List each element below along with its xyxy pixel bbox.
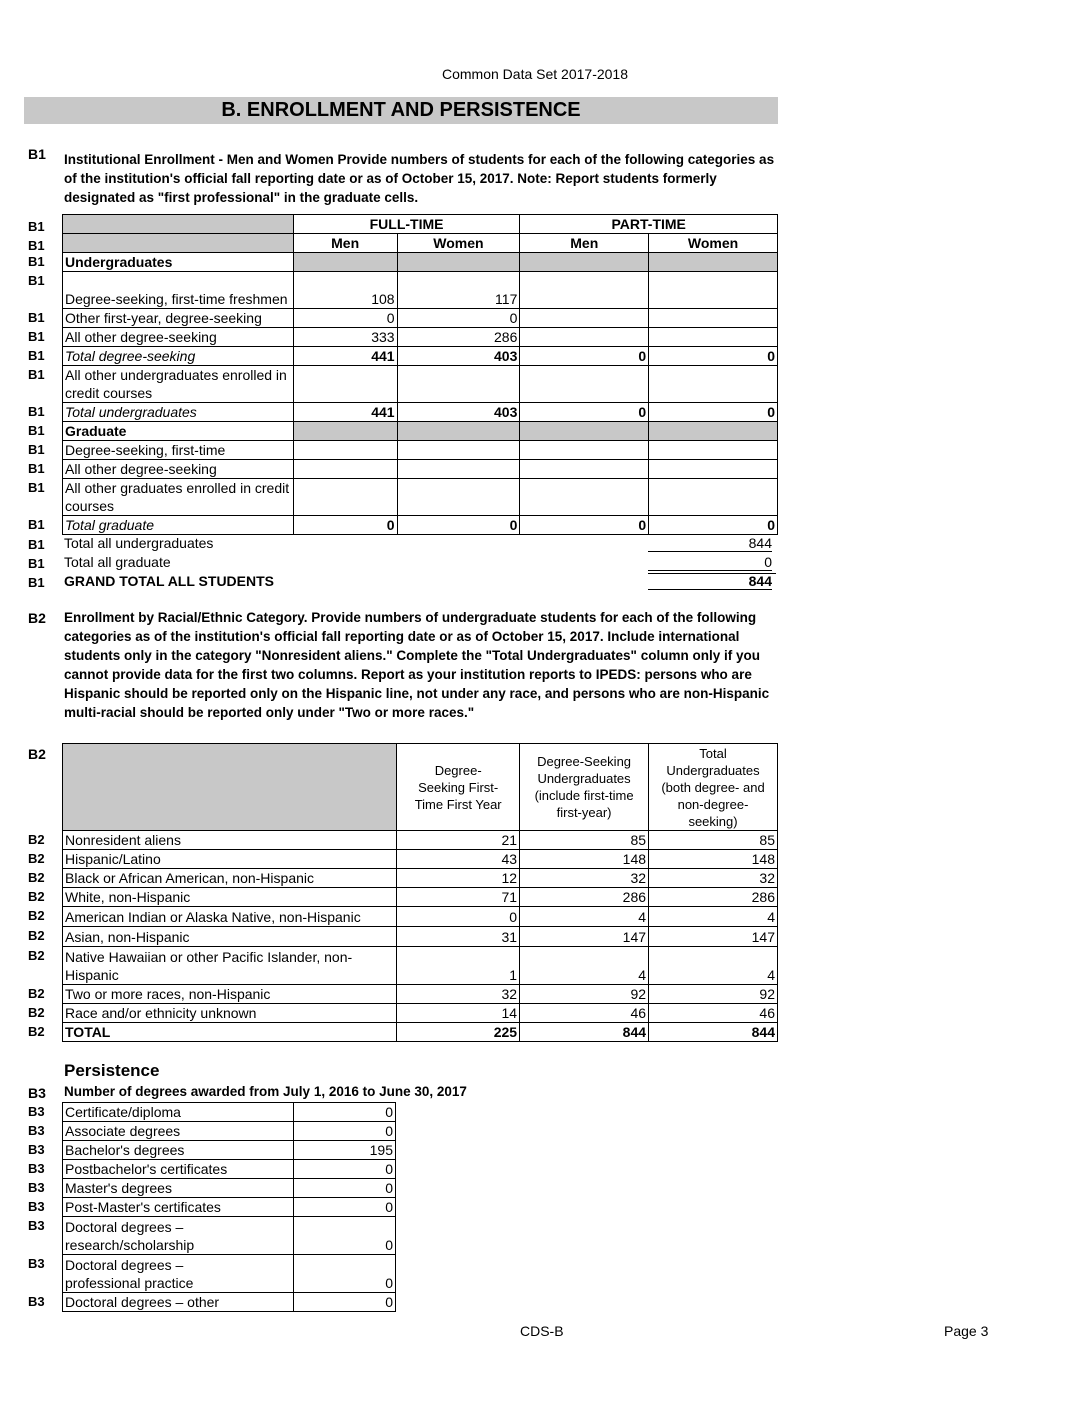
b1-col-pt-women: Women [649,234,778,253]
b1-cell: 0 [520,403,649,422]
b2-row [63,947,778,985]
b1-row [63,253,778,272]
b3-row [63,1255,396,1293]
b2-cell: 844 [649,1023,778,1042]
b1-cell [293,460,397,479]
b3-row-label: Master's degrees [63,1179,294,1198]
b2-cell: 12 [397,869,520,888]
b1-row [63,366,778,403]
b2-row [63,907,778,927]
b1-cell: 441 [293,403,397,422]
b3-row-label: Bachelor's degrees [63,1141,294,1160]
b1-row-label: Other first-year, degree-seeking [63,309,294,328]
b1-cell [520,253,649,272]
row-code: B1 [28,404,45,419]
b2-row [63,927,778,947]
persistence-title: Persistence [64,1061,160,1080]
b2-row-label: TOTAL [63,1023,397,1042]
row-code: B3 [28,1104,45,1119]
b2-row-label: Black or African American, non-Hispanic [63,869,397,888]
b1-cell [293,441,397,460]
b2-row [63,985,778,1004]
b1-cell [649,366,778,403]
b2-cell: 46 [520,1004,649,1023]
b3-row [63,1103,396,1122]
b2-row [63,869,778,888]
b3-row-label: Doctoral degrees – other [63,1293,294,1312]
b2-row [63,1004,778,1023]
row-code: B3 [28,1294,45,1309]
b3-degrees-table [62,1102,396,1312]
row-code: B3 [28,1180,45,1195]
b1-row-label: All other undergraduates enrolled in credit courses [63,366,294,403]
row-code: B1 [28,219,45,234]
row-code: B2 [28,948,45,963]
row-code: B3 [28,1218,45,1233]
b2-cell: 1 [397,947,520,985]
b2-cell: 147 [520,927,649,947]
b1-group-fulltime: FULL-TIME [293,215,520,234]
b1-intro: Institutional Enrollment - Men and Women Provide numbers of students for each of the following categories as of the institution's official fall reporting date or as of October 15, 2017. Note: Report students formerly designated as "first professional" in the graduate cells. [64,152,775,205]
b1-cell [649,272,778,309]
b2-code: B2 [28,610,46,626]
b2-intro: Enrollment by Racial/Ethnic Category. Provide numbers of undergraduate students for each of the following categories as of the institution's official fall reporting date or as of October 15, 2017. Include international students only in the category "Nonresident aliens." Complete the "Total Undergraduates" column only if you cannot provide data for the first two columns. Report as your institution reports to IPEDS: persons who are Hispanic should be reported only on the Hispanic line, not under any race, and persons who are non-Hispanic multi-racial should be reported only under "Two or more races." [64,610,770,720]
b2-cell: 32 [397,985,520,1004]
b1-row [63,422,778,441]
b1-total-value: 844 [648,573,772,590]
b2-cell: 148 [649,850,778,869]
b1-col-ft-men: Men [293,234,397,253]
row-code: B2 [28,908,45,923]
row-code: B1 [28,329,45,344]
b3-cell: 0 [293,1255,395,1293]
b3-cell: 0 [293,1122,395,1141]
b2-cell: 85 [520,831,649,850]
b1-cell: 0 [649,516,778,535]
b3-row-label: Doctoral degrees – professional practice [63,1255,294,1293]
b1-cell [397,422,520,441]
b3-cell: 0 [293,1160,395,1179]
b3-row-label: Post-Master's certificates [63,1198,294,1217]
b1-total-value: 844 [648,535,772,552]
total-rule [648,573,776,574]
b2-cell: 14 [397,1004,520,1023]
b2-row [63,850,778,869]
row-code: B1 [28,575,45,590]
b1-cell: 108 [293,272,397,309]
b1-cell [520,460,649,479]
b1-row-label: All other degree-seeking [63,328,294,347]
b2-cell: 43 [397,850,520,869]
b2-row [63,831,778,850]
b1-row-label: Graduate [63,422,294,441]
b1-row [63,516,778,535]
b2-cell: 31 [397,927,520,947]
row-code: B1 [28,517,45,532]
b1-row-label: All other degree-seeking [63,460,294,479]
b1-cell: 0 [293,516,397,535]
b1-cell [520,422,649,441]
b1-cell: 403 [397,403,520,422]
b3-row [63,1160,396,1179]
b1-row [63,272,778,309]
row-code: B1 [28,480,45,495]
b1-cell: 0 [520,516,649,535]
row-code: B1 [28,461,45,476]
b1-row [63,328,778,347]
b3-cell: 195 [293,1141,395,1160]
b3-row [63,1293,396,1312]
b3-cell: 0 [293,1179,395,1198]
b1-cell [397,479,520,516]
b1-cell: 0 [293,309,397,328]
row-code: B1 [28,238,45,253]
b3-row-label: Associate degrees [63,1122,294,1141]
b1-row [63,460,778,479]
b2-row-label: White, non-Hispanic [63,888,397,907]
row-code: B2 [28,851,45,866]
b2-row-label: Hispanic/Latino [63,850,397,869]
b2-row-label: Race and/or ethnicity unknown [63,1004,397,1023]
b2-cell: 46 [649,1004,778,1023]
b1-row [63,479,778,516]
b2-ethnicity-table [62,743,778,1042]
b2-cell: 32 [520,869,649,888]
b1-row-label: Total graduate [63,516,294,535]
row-code: B3 [28,1142,45,1157]
b1-cell [649,309,778,328]
b1-cell [649,422,778,441]
b2-row [63,1023,778,1042]
b1-group-parttime: PART-TIME [520,215,778,234]
b2-cell: 286 [649,888,778,907]
b1-cell: 0 [520,347,649,366]
b2-cell: 225 [397,1023,520,1042]
b3-cell: 0 [293,1293,395,1312]
b1-enrollment-table [62,214,778,535]
b1-col-ft-women: Women [397,234,520,253]
section-banner: B. ENROLLMENT AND PERSISTENCE [24,97,778,124]
row-code: B3 [28,1256,45,1271]
b2-row-label: Native Hawaiian or other Pacific Islander, non-Hispanic [63,947,397,985]
b3-row [63,1141,396,1160]
b2-cell: 844 [520,1023,649,1042]
row-code: B1 [28,310,45,325]
b1-code: B1 [28,146,46,162]
b3-row [63,1198,396,1217]
b1-row [63,403,778,422]
b2-cell: 92 [649,985,778,1004]
b2-cell: 4 [649,907,778,927]
b1-cell [649,253,778,272]
b2-cell: 85 [649,831,778,850]
b1-cell [649,328,778,347]
b1-row-label: Degree-seeking, first-time [63,441,294,460]
b1-corner-cell [63,215,294,234]
row-code: B2 [28,1005,45,1020]
row-code: B1 [28,367,45,382]
row-code: B2 [28,986,45,1001]
b1-row [63,441,778,460]
footer-page-number: Page 3 [944,1323,989,1339]
b1-col-pt-men: Men [520,234,649,253]
b1-cell [397,366,520,403]
b1-cell [520,272,649,309]
b2-corner-cell [63,744,397,831]
b1-cell: 0 [397,309,520,328]
b3-row [63,1179,396,1198]
b3-intro: Number of degrees awarded from July 1, 2016 to June 30, 2017 [64,1084,467,1099]
b1-row-label: Degree-seeking, first-time freshmen [63,272,294,309]
b1-cell [520,479,649,516]
b2-row-label: Two or more races, non-Hispanic [63,985,397,1004]
b2-row-label: Asian, non-Hispanic [63,927,397,947]
b1-cell: 286 [397,328,520,347]
b1-row-label: Total degree-seeking [63,347,294,366]
b3-cell: 0 [293,1217,395,1255]
b1-cell: 0 [649,347,778,366]
b1-cell [397,460,520,479]
b1-total-label: Total all undergraduates [64,535,214,551]
b2-cell: 4 [520,907,649,927]
row-code: B3 [28,1199,45,1214]
b2-cell: 32 [649,869,778,888]
row-code: B2 [28,1024,45,1039]
b1-cell: 403 [397,347,520,366]
b2-cell: 92 [520,985,649,1004]
b2-col-degree-seeking: Degree-Seeking Undergraduates (include first-time first-year) [520,744,649,831]
b1-corner-cell [63,234,294,253]
row-code: B1 [28,273,45,288]
row-code: B2 [28,889,45,904]
row-code: B1 [28,423,45,438]
b1-row-label: All other graduates enrolled in credit courses [63,479,294,516]
b1-cell [397,441,520,460]
b2-col-first-time: Degree-Seeking First-Time First Year [397,744,520,831]
b3-row [63,1122,396,1141]
b1-row-label: Undergraduates [63,253,294,272]
b1-row-label: Total undergraduates [63,403,294,422]
b2-row [63,888,778,907]
row-code: B1 [28,537,45,552]
b2-cell: 71 [397,888,520,907]
b1-total-label: GRAND TOTAL ALL STUDENTS [64,573,274,589]
b2-cell: 0 [397,907,520,927]
b1-cell: 333 [293,328,397,347]
row-code: B1 [28,442,45,457]
b1-cell [520,328,649,347]
b1-cell [649,479,778,516]
b3-row-label: Postbachelor's certificates [63,1160,294,1179]
row-code: B2 [28,832,45,847]
b2-cell: 4 [649,947,778,985]
b1-cell [520,441,649,460]
b3-cell: 0 [293,1103,395,1122]
b1-cell [649,441,778,460]
b1-cell: 0 [397,516,520,535]
b2-row-label: Nonresident aliens [63,831,397,850]
row-code: B2 [28,870,45,885]
b3-row-label: Certificate/diploma [63,1103,294,1122]
row-code: B3 [28,1161,45,1176]
row-code: B1 [28,254,45,269]
b2-cell: 148 [520,850,649,869]
row-code: B1 [28,348,45,363]
b1-cell [649,460,778,479]
b1-cell [293,253,397,272]
b3-row [63,1217,396,1255]
row-code: B3 [28,1123,45,1138]
b3-code: B3 [28,1085,46,1101]
b1-total-value: 0 [648,554,772,571]
b2-code-header: B2 [28,746,46,762]
b2-row-label: American Indian or Alaska Native, non-Hispanic [63,907,397,927]
b1-cell: 0 [649,403,778,422]
b1-cell [520,309,649,328]
b1-cell [293,422,397,441]
b1-row [63,309,778,328]
b1-row [63,347,778,366]
b2-col-total: Total Undergraduates (both degree- and non-degree-seeking) [649,744,778,831]
b1-cell [293,479,397,516]
row-code: B1 [28,556,45,571]
b1-cell [397,253,520,272]
footer-section-code: CDS-B [520,1323,564,1339]
b1-cell: 117 [397,272,520,309]
b3-row-label: Doctoral degrees – research/scholarship [63,1217,294,1255]
b1-cell [520,366,649,403]
b1-cell: 441 [293,347,397,366]
b1-cell [293,366,397,403]
b1-total-label: Total all graduate [64,554,171,570]
b2-cell: 21 [397,831,520,850]
b2-cell: 147 [649,927,778,947]
b2-cell: 286 [520,888,649,907]
b2-cell: 4 [520,947,649,985]
b3-cell: 0 [293,1198,395,1217]
document-header: Common Data Set 2017-2018 [442,66,628,82]
row-code: B2 [28,928,45,943]
